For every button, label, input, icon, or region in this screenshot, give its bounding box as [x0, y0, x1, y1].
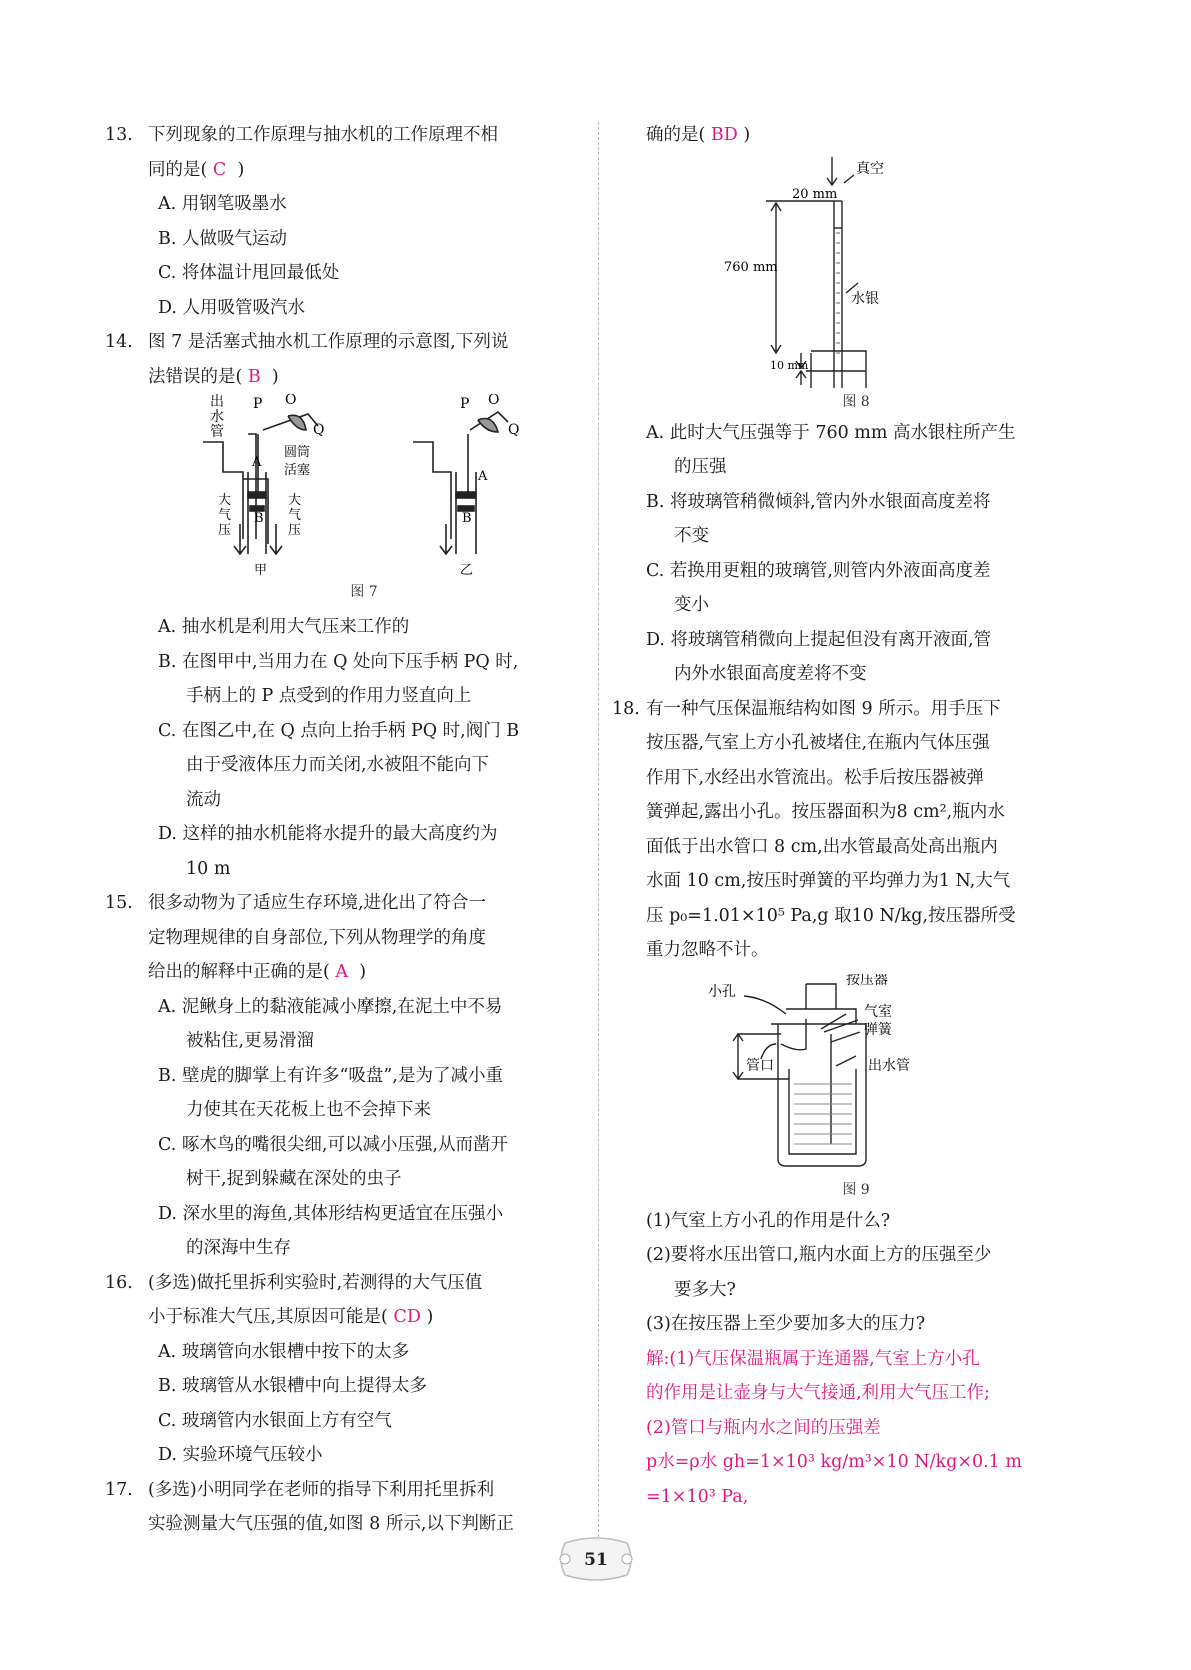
page-number-badge: [555, 1535, 637, 1585]
question-stem: 小于标准大气压,其原因可能是(: [148, 1307, 388, 1327]
question-number: 14.: [105, 332, 133, 352]
question-18: [612, 692, 1066, 1515]
label-q: Q: [508, 422, 520, 438]
pump-diagram: [148, 394, 580, 580]
figure-caption: 图 8: [842, 393, 870, 410]
solution-line: 解:(1)气压保温瓶属于连通器,气室上方小孔: [646, 1348, 980, 1369]
question-stem: 确的是(: [646, 125, 706, 145]
option-c: C. 玻璃管内水银面上方有空气: [158, 1410, 392, 1431]
answer: C: [212, 159, 227, 180]
label-mercury: 水银: [851, 290, 879, 307]
figure-7: [148, 394, 580, 580]
subquestion-3: (3)在按压器上至少要加多大的压力?: [646, 1314, 926, 1334]
label-atm: 压: [288, 523, 302, 538]
subquestion-2: (2)要将水压出管口,瓶内水面上方的压强至少: [646, 1245, 992, 1265]
label-vacuum: 真空: [856, 160, 884, 177]
solution-line: 的作用是让壶身与大气接通,利用大气压工作;: [646, 1383, 990, 1403]
question-13: [105, 118, 580, 325]
question-stem: ): [359, 962, 367, 982]
option-d: D. 人用吸管吸汽水: [158, 297, 306, 318]
answer: B: [247, 366, 261, 387]
solution-line: p水=ρ水 gh=1×10³ kg/m³×10 N/kg×0.1 m: [646, 1452, 1022, 1472]
label-q: Q: [313, 422, 325, 438]
column-divider: [598, 122, 599, 1542]
question-stem: 很多动物为了适应生存环境,进化出了符合一: [148, 893, 487, 913]
solution-line: =1×10³ Pa,: [646, 1486, 749, 1507]
torricelli-diagram: [646, 153, 1066, 388]
option-c: C. 啄木鸟的嘴很尖细,可以减小压强,从而凿开: [158, 1134, 509, 1155]
option-b: B. 壁虎的脚掌上有许多“吸盘”,是为了减小重: [158, 1065, 503, 1086]
question-stem: 法错误的是(: [148, 366, 243, 387]
option-a: A. 用钢笔吸墨水: [158, 194, 287, 214]
option-c-cont: 变小: [674, 595, 709, 615]
option-b: B. 玻璃管从水银槽中向上提得太多: [158, 1376, 427, 1396]
label-outlet: 出: [210, 394, 224, 410]
label-cylinder: 圆筒: [284, 445, 311, 460]
question-stem: 压 p₀=1.01×10⁵ Pa,g 取10 N/kg,按压器所受: [646, 905, 1016, 926]
label-chamber: 气室: [864, 1003, 892, 1020]
question-stem: 有一种气压保温瓶结构如图 9 所示。用手压下: [646, 698, 1001, 719]
subquestion-1: (1)气室上方小孔的作用是什么?: [646, 1210, 891, 1231]
option-d-cont: 内外水银面高度差将不变: [674, 664, 867, 684]
question-number: 16.: [105, 1272, 133, 1293]
option-c-cont: 由于受液体压力而关闭,水被阻不能向下: [186, 755, 490, 775]
figure-caption: 图 9: [842, 1181, 870, 1198]
option-a: A. 抽水机是利用大气压来工作的: [158, 617, 410, 637]
label-760mm: 760 mm: [724, 259, 778, 275]
option-a-cont: 被粘住,更易滑溜: [186, 1031, 315, 1051]
label-p: P: [460, 396, 470, 412]
question-number: 13.: [105, 125, 133, 145]
question-stem: 下列现象的工作原理与抽水机的工作原理不相: [148, 125, 498, 145]
question-number: 15.: [105, 893, 133, 913]
option-d: D. 将玻璃管稍微向上提起但没有离开液面,管: [646, 629, 992, 650]
question-stem: 水面 10 cm,按压时弹簧的平均弹力为1 N,大气: [646, 871, 1011, 891]
question-stem: (多选)做托里拆利实验时,若测得的大气压值: [148, 1272, 483, 1293]
label-atm: 气: [218, 508, 232, 523]
subquestion-2-cont: 要多大?: [674, 1279, 736, 1300]
label-piston: 活塞: [284, 463, 311, 478]
option-b: B. 人做吸气运动: [158, 228, 287, 249]
option-c-cont: 流动: [186, 789, 221, 810]
question-stem: ): [426, 1307, 434, 1327]
option-a: A. 此时大气压强等于 760 mm 高水银柱所产生: [646, 422, 1016, 443]
question-number: 17.: [105, 1479, 133, 1500]
right-column: [612, 118, 1066, 1514]
label-b: B: [254, 511, 264, 526]
label-o: O: [488, 394, 500, 408]
label-o: O: [285, 394, 297, 408]
label-atm: 大: [218, 493, 232, 508]
label-spring: 弹簧: [864, 1021, 892, 1038]
answer: BD: [710, 125, 738, 145]
label-mouth: 管口: [746, 1057, 774, 1074]
question-17: [105, 1473, 580, 1542]
option-a: A. 玻璃管向水银槽中按下的太多: [158, 1341, 410, 1362]
question-stem: 实验测量大气压强的值,如图 8 所示,以下判断正: [148, 1514, 514, 1534]
figure-caption: 图 7: [350, 584, 378, 600]
label-hole: 小孔: [708, 983, 736, 1000]
label-jia: 甲: [254, 563, 268, 578]
question-15: [105, 886, 580, 1266]
label-b: B: [462, 511, 472, 526]
option-b: B. 将玻璃管稍微倾斜,管内外水银面高度差将: [646, 491, 991, 512]
label-p: P: [253, 396, 263, 412]
option-d: D. 深水里的海鱼,其体形结构更适宜在压强小: [158, 1203, 504, 1224]
question-stem: 按压器,气室上方小孔被堵住,在瓶内气体压强: [646, 733, 990, 753]
answer: CD: [393, 1307, 421, 1327]
question-stem: ): [237, 159, 245, 180]
label-atm: 大: [288, 493, 302, 508]
label-a: A: [252, 455, 262, 470]
figure-9: [646, 974, 1066, 1174]
question-14: [105, 325, 580, 886]
question-stem: 面低于出水管口 8 cm,出水管最高处高出瓶内: [646, 836, 998, 857]
page-number: 51: [584, 1550, 608, 1570]
option-b: B. 在图甲中,当用力在 Q 处向下压手柄 PQ 时,: [158, 651, 519, 672]
question-stem: ): [743, 125, 751, 145]
option-d: D. 这样的抽水机能将水提升的最大高度约为: [158, 824, 498, 844]
question-stem: 同的是(: [148, 159, 208, 180]
option-b-cont: 不变: [674, 526, 709, 546]
option-d: D. 实验环境气压较小: [158, 1445, 323, 1465]
question-stem: 簧弹起,露出小孔。按压器面积为8 cm²,瓶内水: [646, 802, 1005, 822]
option-a-cont: 的压强: [674, 457, 727, 477]
question-number: 18.: [612, 698, 640, 719]
question-stem: 定物理规律的自身部位,下列从物理学的角度: [148, 927, 487, 948]
option-b-cont: 力使其在天花板上也不会掉下来: [186, 1100, 431, 1120]
label-20mm: 20 mm: [792, 186, 838, 202]
label-atm: 压: [218, 523, 232, 538]
question-stem: 重力忽略不计。: [646, 940, 769, 960]
option-d-cont: 10 m: [186, 858, 231, 879]
figure-8: [646, 153, 1066, 388]
label-10mm: 10 mm: [770, 358, 809, 372]
option-b-cont: 手柄上的 P 点受到的作用力竖直向上: [186, 686, 472, 706]
label-outlet: 出水管: [868, 1057, 910, 1074]
solution-line: (2)管口与瓶内水之间的压强差: [646, 1417, 881, 1438]
label-a: A: [478, 469, 488, 484]
label-outlet: 水: [210, 409, 224, 425]
thermos-diagram: [646, 974, 1066, 1174]
option-c-cont: 树干,捉到躲藏在深处的虫子: [186, 1169, 402, 1189]
question-stem: 图 7 是活塞式抽水机工作原理的示意图,下列说: [148, 332, 509, 352]
question-stem: 作用下,水经出水管流出。松手后按压器被弹: [646, 767, 985, 788]
label-yi: 乙: [460, 563, 474, 578]
left-column: [105, 118, 580, 1542]
option-c: C. 在图乙中,在 Q 点向上抬手柄 PQ 时,阀门 B: [158, 720, 520, 741]
question-stem: 给出的解释中正确的是(: [148, 962, 330, 982]
option-d-cont: 的深海中生存: [186, 1238, 291, 1258]
label-outlet: 管: [210, 424, 224, 440]
question-stem: ): [271, 366, 279, 387]
answer: A: [335, 962, 349, 982]
question-stem: (多选)小明同学在老师的指导下利用托里拆利: [148, 1479, 495, 1500]
label-presser: 按压器: [846, 973, 888, 988]
question-16: [105, 1266, 580, 1473]
option-a: A. 泥鳅身上的黏液能减小摩擦,在泥土中不易: [158, 996, 503, 1017]
label-atm: 气: [288, 508, 302, 523]
option-c: C. 若换用更粗的玻璃管,则管内外液面高度差: [646, 560, 991, 581]
option-c: C. 将体温计甩回最低处: [158, 263, 340, 283]
